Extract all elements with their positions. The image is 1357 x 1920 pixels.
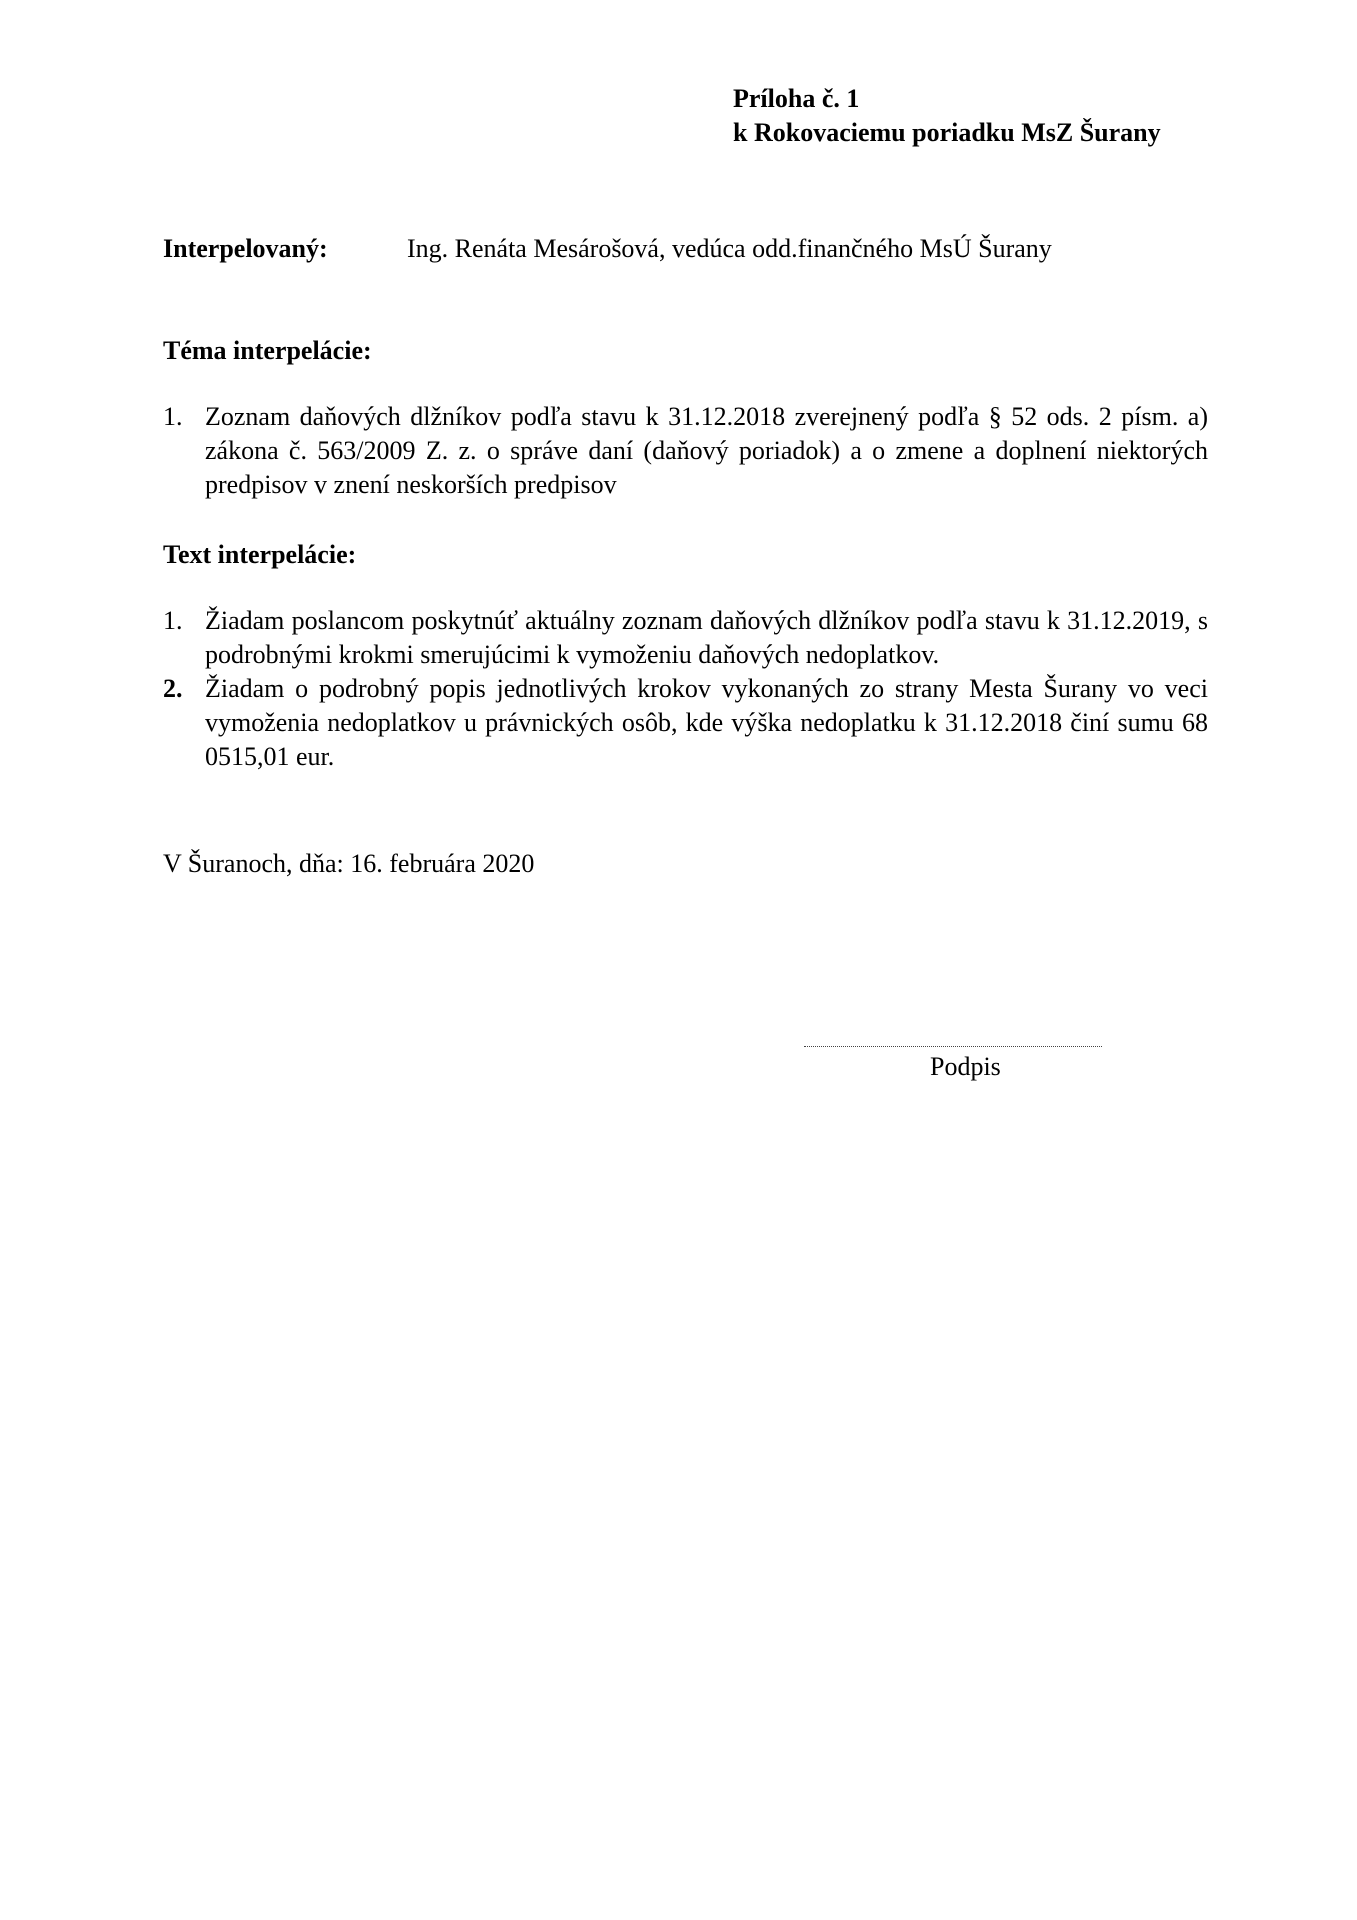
interpellated-label: Interpelovaný: bbox=[163, 234, 328, 263]
place-date: V Šuranoch, dňa: 16. februára 2020 bbox=[163, 849, 535, 878]
interpellated-row bbox=[163, 232, 1052, 266]
annex-reference: k Rokovaciemu poriadku MsZ Šurany bbox=[733, 118, 1161, 147]
list-item-text: Zoznam daňových dlžníkov podľa stavu k 31.12.2018 zverejnený podľa § 52 ods. 2 písm. a) zákona č. 563/2009 Z. z. o správe daní (daňový poriadok) a o zmene a doplnení niektorých predpisov v znení neskorších predpisov bbox=[205, 402, 1208, 499]
text-heading: Text interpelácie: bbox=[163, 540, 357, 569]
annex-header bbox=[733, 82, 1161, 150]
text-list bbox=[163, 604, 1208, 774]
list-item bbox=[163, 604, 1208, 672]
interpellated-value: Ing. Renáta Mesárošová, vedúca odd.finančného MsÚ Šurany bbox=[407, 234, 1052, 263]
signature-label: Podpis bbox=[930, 1052, 1001, 1081]
list-item-text: Žiadam o podrobný popis jednotlivých krokov vykonaných zo strany Mesta Šurany vo veci vymoženia nedoplatkov u právnických osôb, kde výška nedoplatku k 31.12.2018 činí sumu 68 0515,01 eur. bbox=[205, 674, 1208, 771]
list-item-number: 1. bbox=[163, 402, 183, 431]
list-item-text: Žiadam poslancom poskytnúť aktuálny zoznam daňových dlžníkov podľa stavu k 31.12.2019, s podrobnými krokmi smerujúcimi k vymoženiu daňových nedoplatkov. bbox=[205, 606, 1208, 669]
list-item-number: 1. bbox=[163, 606, 183, 635]
topic-list bbox=[163, 400, 1208, 502]
annex-number: Príloha č. 1 bbox=[733, 84, 860, 113]
list-item bbox=[163, 400, 1208, 502]
list-item-number: 2. bbox=[163, 674, 183, 703]
topic-heading: Téma interpelácie: bbox=[163, 336, 372, 365]
signature-line bbox=[804, 1046, 1102, 1047]
list-item bbox=[163, 672, 1208, 774]
